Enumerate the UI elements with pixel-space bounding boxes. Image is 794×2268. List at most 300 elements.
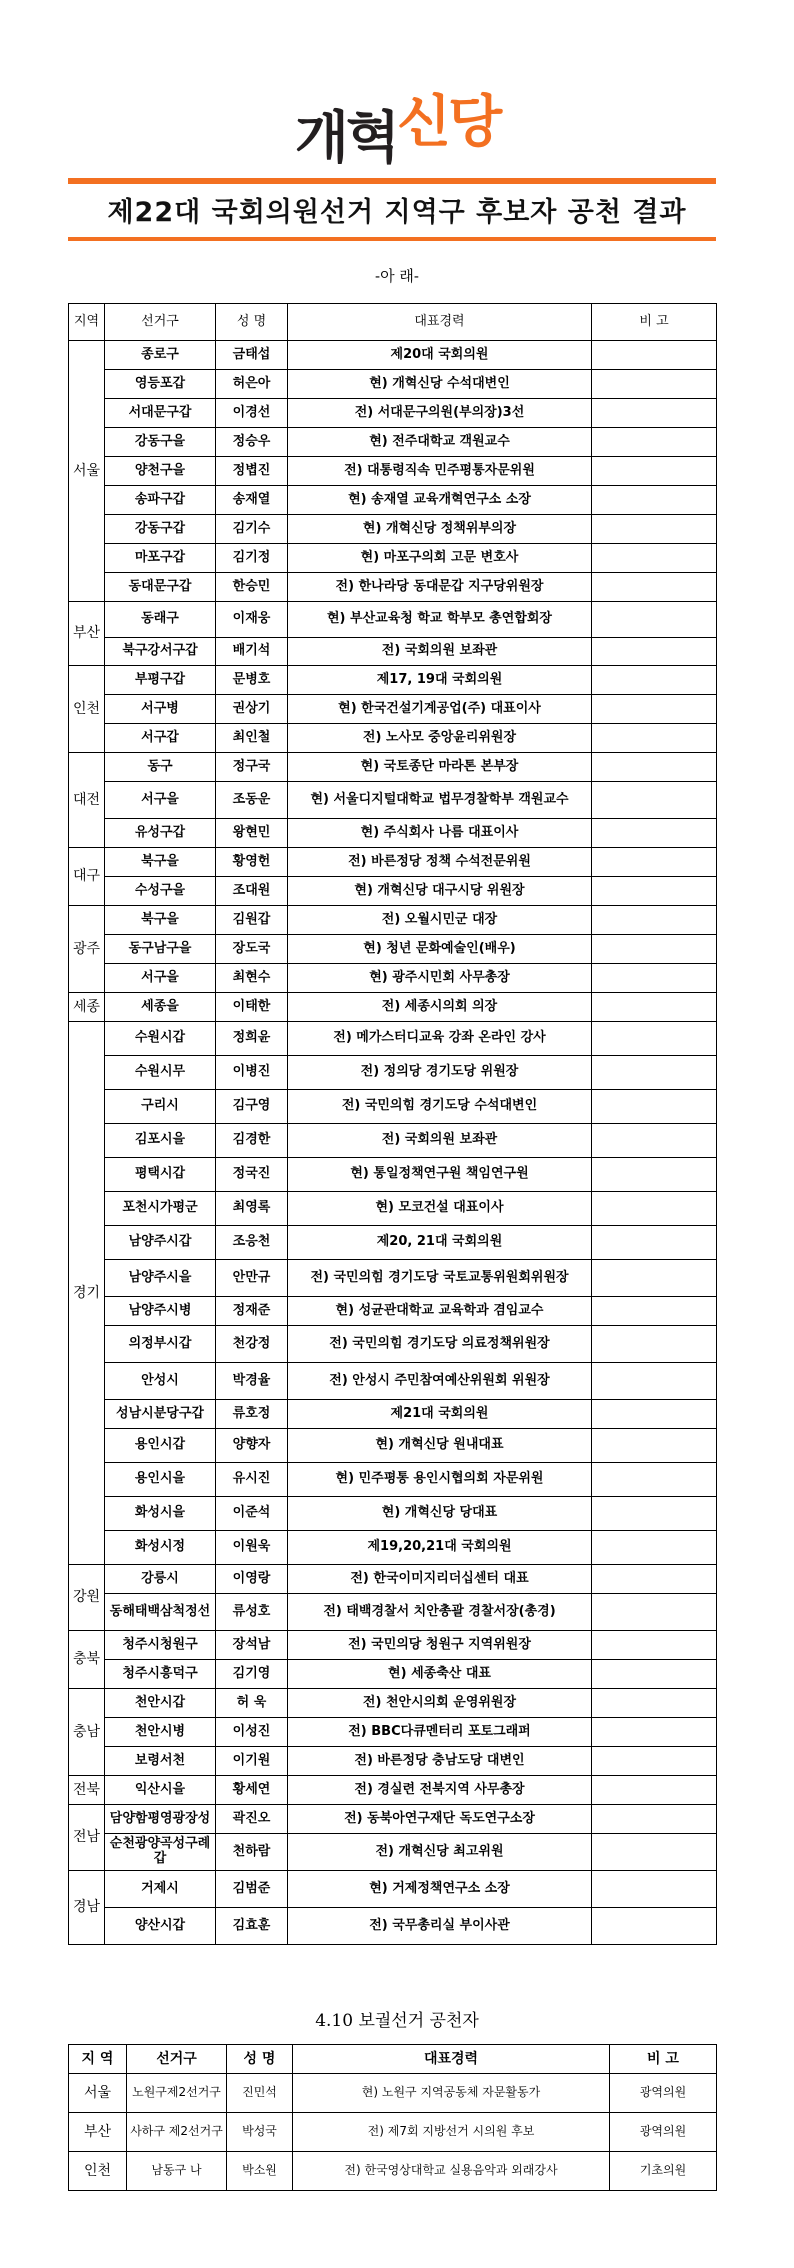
district-cell: 강동구갑 — [105, 515, 216, 544]
career-cell: 현) 송재열 교육개혁연구소 소장 — [288, 486, 592, 515]
by-election-header-row — [69, 2045, 717, 2074]
table-row — [69, 1871, 717, 1908]
table-row — [69, 1718, 717, 1747]
by-region-cell: 부산 — [69, 2113, 127, 2152]
district-cell: 화성시정 — [105, 1531, 216, 1565]
career-cell: 전) 국민의힘 경기도당 국토교통위원회위원장 — [288, 1260, 592, 1297]
career-cell: 현) 통일정책연구원 책임연구원 — [288, 1158, 592, 1192]
career-cell: 현) 부산교육청 학교 학부모 총연합회장 — [288, 602, 592, 638]
table-row — [69, 1124, 717, 1158]
note-cell — [592, 1631, 717, 1660]
table-row — [69, 906, 717, 935]
name-cell: 김기수 — [216, 515, 288, 544]
table-row — [69, 428, 717, 457]
career-cell: 전) 한나라당 동대문갑 지구당위원장 — [288, 573, 592, 602]
district-cell: 포천시가평군 — [105, 1192, 216, 1226]
career-cell: 전) 국민의힘 경기도당 의료정책위원장 — [288, 1326, 592, 1363]
table-row — [69, 1022, 717, 1056]
note-cell — [592, 428, 717, 457]
table-row — [69, 1776, 717, 1805]
district-cell: 마포구갑 — [105, 544, 216, 573]
note-cell — [592, 1463, 717, 1497]
name-cell: 곽진오 — [216, 1805, 288, 1834]
career-cell: 현) 주식회사 나름 대표이사 — [288, 819, 592, 848]
header-region: 지역 — [69, 304, 105, 341]
table-row — [69, 1497, 717, 1531]
name-cell: 장도국 — [216, 935, 288, 964]
logo-text-part1: 개혁 — [294, 106, 397, 171]
note-cell — [592, 515, 717, 544]
table-row — [69, 1400, 717, 1429]
district-cell: 안성시 — [105, 1363, 216, 1400]
name-cell: 금태섭 — [216, 341, 288, 370]
note-cell — [592, 1565, 717, 1594]
note-cell — [592, 602, 717, 638]
note-cell — [592, 1056, 717, 1090]
name-cell: 김범준 — [216, 1871, 288, 1908]
district-cell: 남양주시병 — [105, 1297, 216, 1326]
name-cell: 김효훈 — [216, 1908, 288, 1945]
career-cell: 전) 대통령직속 민주평통자문위원 — [288, 457, 592, 486]
district-cell: 동구 — [105, 753, 216, 782]
note-cell — [592, 782, 717, 819]
career-cell: 전) 노사모 중앙윤리위원장 — [288, 724, 592, 753]
note-cell — [592, 399, 717, 428]
note-cell — [592, 877, 717, 906]
by-region-cell: 인천 — [69, 2152, 127, 2191]
note-cell — [592, 848, 717, 877]
district-cell: 수원시갑 — [105, 1022, 216, 1056]
region-cell: 광주 — [69, 906, 105, 993]
table-row — [69, 370, 717, 399]
by-header-region: 지 역 — [69, 2045, 127, 2074]
name-cell: 권상기 — [216, 695, 288, 724]
note-cell — [592, 993, 717, 1022]
district-cell: 강릉시 — [105, 1565, 216, 1594]
table-row — [69, 1363, 717, 1400]
note-cell — [592, 370, 717, 399]
district-cell: 청주시청원구 — [105, 1631, 216, 1660]
by-district-cell: 노원구제2선거구 — [127, 2074, 227, 2113]
note-cell — [592, 1226, 717, 1260]
by-note-cell: 광역의원 — [610, 2074, 717, 2113]
district-cell: 남양주시갑 — [105, 1226, 216, 1260]
district-cell: 송파구갑 — [105, 486, 216, 515]
career-cell: 현) 광주시민회 사무총장 — [288, 964, 592, 993]
table-row — [69, 573, 717, 602]
by-header-name: 성 명 — [227, 2045, 293, 2074]
note-cell — [592, 1805, 717, 1834]
region-cell: 부산 — [69, 602, 105, 666]
table-row — [69, 1463, 717, 1497]
name-cell: 천강정 — [216, 1326, 288, 1363]
name-cell: 김경한 — [216, 1124, 288, 1158]
district-cell: 동대문구갑 — [105, 573, 216, 602]
career-cell: 현) 국토종단 마라톤 본부장 — [288, 753, 592, 782]
name-cell: 정희윤 — [216, 1022, 288, 1056]
name-cell: 허은아 — [216, 370, 288, 399]
table-row — [69, 935, 717, 964]
region-cell: 충북 — [69, 1631, 105, 1689]
name-cell: 최현수 — [216, 964, 288, 993]
career-cell: 현) 민주평통 용인시협의회 자문위원 — [288, 1463, 592, 1497]
district-cell: 동래구 — [105, 602, 216, 638]
table-row — [69, 1326, 717, 1363]
district-cell: 성남시분당구갑 — [105, 1400, 216, 1429]
table-row — [69, 1908, 717, 1945]
district-cell: 평택시갑 — [105, 1158, 216, 1192]
region-cell: 경기 — [69, 1022, 105, 1565]
by-career-cell: 현) 노원구 지역공동체 자문활동가 — [293, 2074, 610, 2113]
table-header-row — [69, 304, 717, 341]
note-cell — [592, 1326, 717, 1363]
note-cell — [592, 1124, 717, 1158]
career-cell: 전) 경실련 전북지역 사무총장 — [288, 1776, 592, 1805]
region-cell: 전북 — [69, 1776, 105, 1805]
note-cell — [592, 964, 717, 993]
name-cell: 이성진 — [216, 1718, 288, 1747]
table-row — [69, 486, 717, 515]
district-cell: 김포시을 — [105, 1124, 216, 1158]
header-name: 성 명 — [216, 304, 288, 341]
by-election-table — [68, 2044, 717, 2191]
note-cell — [592, 1297, 717, 1326]
by-note-cell: 광역의원 — [610, 2113, 717, 2152]
note-cell — [592, 695, 717, 724]
table-row — [69, 1226, 717, 1260]
name-cell: 왕현민 — [216, 819, 288, 848]
region-cell: 서울 — [69, 341, 105, 602]
career-cell: 현) 개혁신당 정책위부의장 — [288, 515, 592, 544]
district-cell: 청주시흥덕구 — [105, 1660, 216, 1689]
career-cell: 전) 바른정당 정책 수석전문위원 — [288, 848, 592, 877]
title-top-rule — [68, 178, 716, 184]
district-cell: 서대문구갑 — [105, 399, 216, 428]
by-header-note: 비 고 — [610, 2045, 717, 2074]
table-row — [69, 1297, 717, 1326]
table-row — [69, 602, 717, 638]
note-cell — [592, 1908, 717, 1945]
table-row — [69, 1689, 717, 1718]
district-cell: 북구을 — [105, 906, 216, 935]
name-cell: 김기정 — [216, 544, 288, 573]
table-row — [69, 1429, 717, 1463]
candidate-table-body — [69, 341, 717, 1945]
note-cell — [592, 906, 717, 935]
career-cell: 전) 국회의원 보좌관 — [288, 638, 592, 666]
district-cell: 세종을 — [105, 993, 216, 1022]
page-title: 제22대 국회의원선거 지역구 후보자 공천 결과 — [107, 197, 687, 228]
table-row — [69, 1747, 717, 1776]
name-cell: 양향자 — [216, 1429, 288, 1463]
district-cell: 서구갑 — [105, 724, 216, 753]
district-cell: 담양함평영광장성 — [105, 1805, 216, 1834]
name-cell: 천하람 — [216, 1834, 288, 1871]
note-cell — [592, 1090, 717, 1124]
table-row — [69, 753, 717, 782]
career-cell: 전) 국민의힘 경기도당 수석대변인 — [288, 1090, 592, 1124]
table-row — [69, 964, 717, 993]
table-row — [69, 1056, 717, 1090]
district-cell: 용인시갑 — [105, 1429, 216, 1463]
career-cell: 전) 메가스터디교육 강좌 온라인 강사 — [288, 1022, 592, 1056]
name-cell: 조동운 — [216, 782, 288, 819]
table-row — [69, 993, 717, 1022]
name-cell: 이영랑 — [216, 1565, 288, 1594]
district-cell: 양천구을 — [105, 457, 216, 486]
career-cell: 전) 태백경찰서 치안총괄 경찰서장(총경) — [288, 1594, 592, 1631]
career-cell: 현) 전주대학교 객원교수 — [288, 428, 592, 457]
note-cell — [592, 1497, 717, 1531]
name-cell: 이준석 — [216, 1497, 288, 1531]
district-cell: 천안시갑 — [105, 1689, 216, 1718]
career-cell: 제20, 21대 국회의원 — [288, 1226, 592, 1260]
note-cell — [592, 1871, 717, 1908]
name-cell: 이원욱 — [216, 1531, 288, 1565]
by-header-career: 대표경력 — [293, 2045, 610, 2074]
district-cell: 북구강서구갑 — [105, 638, 216, 666]
header-career: 대표경력 — [288, 304, 592, 341]
career-cell: 현) 개혁신당 수석대변인 — [288, 370, 592, 399]
name-cell: 이병진 — [216, 1056, 288, 1090]
career-cell: 전) 안성시 주민참여예산위원회 위원장 — [288, 1363, 592, 1400]
by-district-cell: 사하구 제2선거구 — [127, 2113, 227, 2152]
table-row — [69, 1631, 717, 1660]
district-cell: 익산시을 — [105, 1776, 216, 1805]
note-cell — [592, 1400, 717, 1429]
table-row — [69, 1834, 717, 1871]
table-row — [69, 457, 717, 486]
career-cell: 제20대 국회의원 — [288, 341, 592, 370]
career-cell: 현) 개혁신당 당대표 — [288, 1497, 592, 1531]
career-cell: 현) 청년 문화예술인(배우) — [288, 935, 592, 964]
career-cell: 전) 국민의당 청원구 지역위원장 — [288, 1631, 592, 1660]
name-cell: 조응천 — [216, 1226, 288, 1260]
table-row — [69, 1192, 717, 1226]
career-cell: 전) 서대문구의원(부의장)3선 — [288, 399, 592, 428]
region-cell: 대구 — [69, 848, 105, 906]
table-row — [69, 848, 717, 877]
header-district: 선거구 — [105, 304, 216, 341]
by-note-cell: 기초의원 — [610, 2152, 717, 2191]
region-cell: 강원 — [69, 1565, 105, 1631]
name-cell: 김기영 — [216, 1660, 288, 1689]
name-cell: 배기석 — [216, 638, 288, 666]
by-election-table-body — [69, 2074, 717, 2191]
table-row — [69, 1531, 717, 1565]
by-career-cell: 전) 제7회 지방선거 시의원 후보 — [293, 2113, 610, 2152]
table-row — [69, 399, 717, 428]
name-cell: 허 욱 — [216, 1689, 288, 1718]
career-cell: 현) 한국건설기계공업(주) 대표이사 — [288, 695, 592, 724]
note-cell — [592, 1260, 717, 1297]
district-cell: 서구병 — [105, 695, 216, 724]
name-cell: 문병호 — [216, 666, 288, 695]
by-election-row — [69, 2152, 717, 2191]
region-cell: 전남 — [69, 1805, 105, 1871]
note-cell — [592, 1594, 717, 1631]
note-cell — [592, 753, 717, 782]
name-cell: 정승우 — [216, 428, 288, 457]
district-cell: 동해태백삼척정선 — [105, 1594, 216, 1631]
name-cell: 정재준 — [216, 1297, 288, 1326]
district-cell: 양산시갑 — [105, 1908, 216, 1945]
career-cell: 현) 세종축산 대표 — [288, 1660, 592, 1689]
name-cell: 조대원 — [216, 877, 288, 906]
name-cell: 김구영 — [216, 1090, 288, 1124]
career-cell: 현) 개혁신당 원내대표 — [288, 1429, 592, 1463]
district-cell: 구리시 — [105, 1090, 216, 1124]
district-cell: 수원시무 — [105, 1056, 216, 1090]
table-row — [69, 666, 717, 695]
name-cell: 장석남 — [216, 1631, 288, 1660]
region-cell: 충남 — [69, 1689, 105, 1776]
career-cell: 현) 모코건설 대표이사 — [288, 1192, 592, 1226]
logo-text-part2: 신당 — [397, 90, 500, 155]
name-cell: 황영헌 — [216, 848, 288, 877]
name-cell: 박경율 — [216, 1363, 288, 1400]
note-cell — [592, 1747, 717, 1776]
name-cell: 이기원 — [216, 1747, 288, 1776]
note-cell — [592, 1158, 717, 1192]
region-cell: 세종 — [69, 993, 105, 1022]
career-cell: 현) 마포구의회 고문 변호사 — [288, 544, 592, 573]
name-cell: 최인철 — [216, 724, 288, 753]
career-cell: 제17, 19대 국회의원 — [288, 666, 592, 695]
note-cell — [592, 486, 717, 515]
table-row — [69, 695, 717, 724]
career-cell: 현) 성균관대학교 교육학과 겸임교수 — [288, 1297, 592, 1326]
note-cell — [592, 1660, 717, 1689]
note-cell — [592, 724, 717, 753]
district-cell: 남양주시을 — [105, 1260, 216, 1297]
career-cell: 현) 개혁신당 대구시당 위원장 — [288, 877, 592, 906]
district-cell: 용인시을 — [105, 1463, 216, 1497]
name-cell: 정볍진 — [216, 457, 288, 486]
table-row — [69, 1594, 717, 1631]
table-row — [69, 544, 717, 573]
by-election-row — [69, 2074, 717, 2113]
by-header-district: 선거구 — [127, 2045, 227, 2074]
district-cell: 강동구을 — [105, 428, 216, 457]
note-cell — [592, 544, 717, 573]
table-row — [69, 638, 717, 666]
district-cell: 북구을 — [105, 848, 216, 877]
by-career-cell: 전) 한국영상대학교 실용음악과 외래강사 — [293, 2152, 610, 2191]
table-row — [69, 877, 717, 906]
note-cell — [592, 666, 717, 695]
note-cell — [592, 1776, 717, 1805]
subtitle: -아 래- — [375, 267, 419, 285]
note-cell — [592, 1689, 717, 1718]
career-cell: 전) 바른정당 충남도당 대변인 — [288, 1747, 592, 1776]
title-bottom-rule — [68, 237, 716, 241]
by-election-title: 4.10 보궐선거 공천자 — [315, 2011, 479, 2031]
by-district-cell: 남동구 나 — [127, 2152, 227, 2191]
table-row — [69, 1805, 717, 1834]
name-cell: 김원갑 — [216, 906, 288, 935]
table-row — [69, 341, 717, 370]
note-cell — [592, 1718, 717, 1747]
name-cell: 류호정 — [216, 1400, 288, 1429]
table-row — [69, 724, 717, 753]
career-cell: 전) 천안시의회 운영위원장 — [288, 1689, 592, 1718]
note-cell — [592, 1531, 717, 1565]
table-row — [69, 1158, 717, 1192]
district-cell: 거제시 — [105, 1871, 216, 1908]
by-election-row — [69, 2113, 717, 2152]
district-cell: 영등포갑 — [105, 370, 216, 399]
district-cell: 보령서천 — [105, 1747, 216, 1776]
note-cell — [592, 1363, 717, 1400]
note-cell — [592, 819, 717, 848]
note-cell — [592, 573, 717, 602]
district-cell: 순천광양곡성구례갑 — [105, 1834, 216, 1871]
note-cell — [592, 1192, 717, 1226]
career-cell: 제21대 국회의원 — [288, 1400, 592, 1429]
name-cell: 정구국 — [216, 753, 288, 782]
table-row — [69, 515, 717, 544]
career-cell: 전) 세종시의회 의장 — [288, 993, 592, 1022]
career-cell: 제19,20,21대 국회의원 — [288, 1531, 592, 1565]
table-row — [69, 782, 717, 819]
note-cell — [592, 638, 717, 666]
by-name-cell: 박소원 — [227, 2152, 293, 2191]
by-name-cell: 박성국 — [227, 2113, 293, 2152]
table-row — [69, 1260, 717, 1297]
district-cell: 천안시병 — [105, 1718, 216, 1747]
note-cell — [592, 341, 717, 370]
career-cell: 전) 동북아연구재단 독도연구소장 — [288, 1805, 592, 1834]
note-cell — [592, 1429, 717, 1463]
district-cell: 서구을 — [105, 782, 216, 819]
name-cell: 이재웅 — [216, 602, 288, 638]
table-row — [69, 1565, 717, 1594]
note-cell — [592, 1022, 717, 1056]
district-cell: 의정부시갑 — [105, 1326, 216, 1363]
district-cell: 화성시을 — [105, 1497, 216, 1531]
career-cell: 전) 정의당 경기도당 위원장 — [288, 1056, 592, 1090]
region-cell: 대전 — [69, 753, 105, 848]
by-region-cell: 서울 — [69, 2074, 127, 2113]
career-cell: 현) 서울디지털대학교 법무경찰학부 객원교수 — [288, 782, 592, 819]
name-cell: 최영록 — [216, 1192, 288, 1226]
region-cell: 경남 — [69, 1871, 105, 1945]
name-cell: 정국진 — [216, 1158, 288, 1192]
career-cell: 현) 거제정책연구소 소장 — [288, 1871, 592, 1908]
district-cell: 동구남구을 — [105, 935, 216, 964]
name-cell: 송재열 — [216, 486, 288, 515]
candidate-table — [68, 303, 717, 1945]
table-row — [69, 1660, 717, 1689]
career-cell: 전) 한국이미지리더십센터 대표 — [288, 1565, 592, 1594]
table-row — [69, 819, 717, 848]
name-cell: 황세연 — [216, 1776, 288, 1805]
party-logo — [0, 88, 794, 171]
name-cell: 이경선 — [216, 399, 288, 428]
district-cell: 수성구을 — [105, 877, 216, 906]
district-cell: 서구을 — [105, 964, 216, 993]
by-name-cell: 진민석 — [227, 2074, 293, 2113]
region-cell: 인천 — [69, 666, 105, 753]
header-note: 비 고 — [592, 304, 717, 341]
district-cell: 종로구 — [105, 341, 216, 370]
note-cell — [592, 1834, 717, 1871]
career-cell: 전) 국회의원 보좌관 — [288, 1124, 592, 1158]
name-cell: 한승민 — [216, 573, 288, 602]
name-cell: 이태한 — [216, 993, 288, 1022]
career-cell: 전) BBC다큐멘터리 포토그래퍼 — [288, 1718, 592, 1747]
